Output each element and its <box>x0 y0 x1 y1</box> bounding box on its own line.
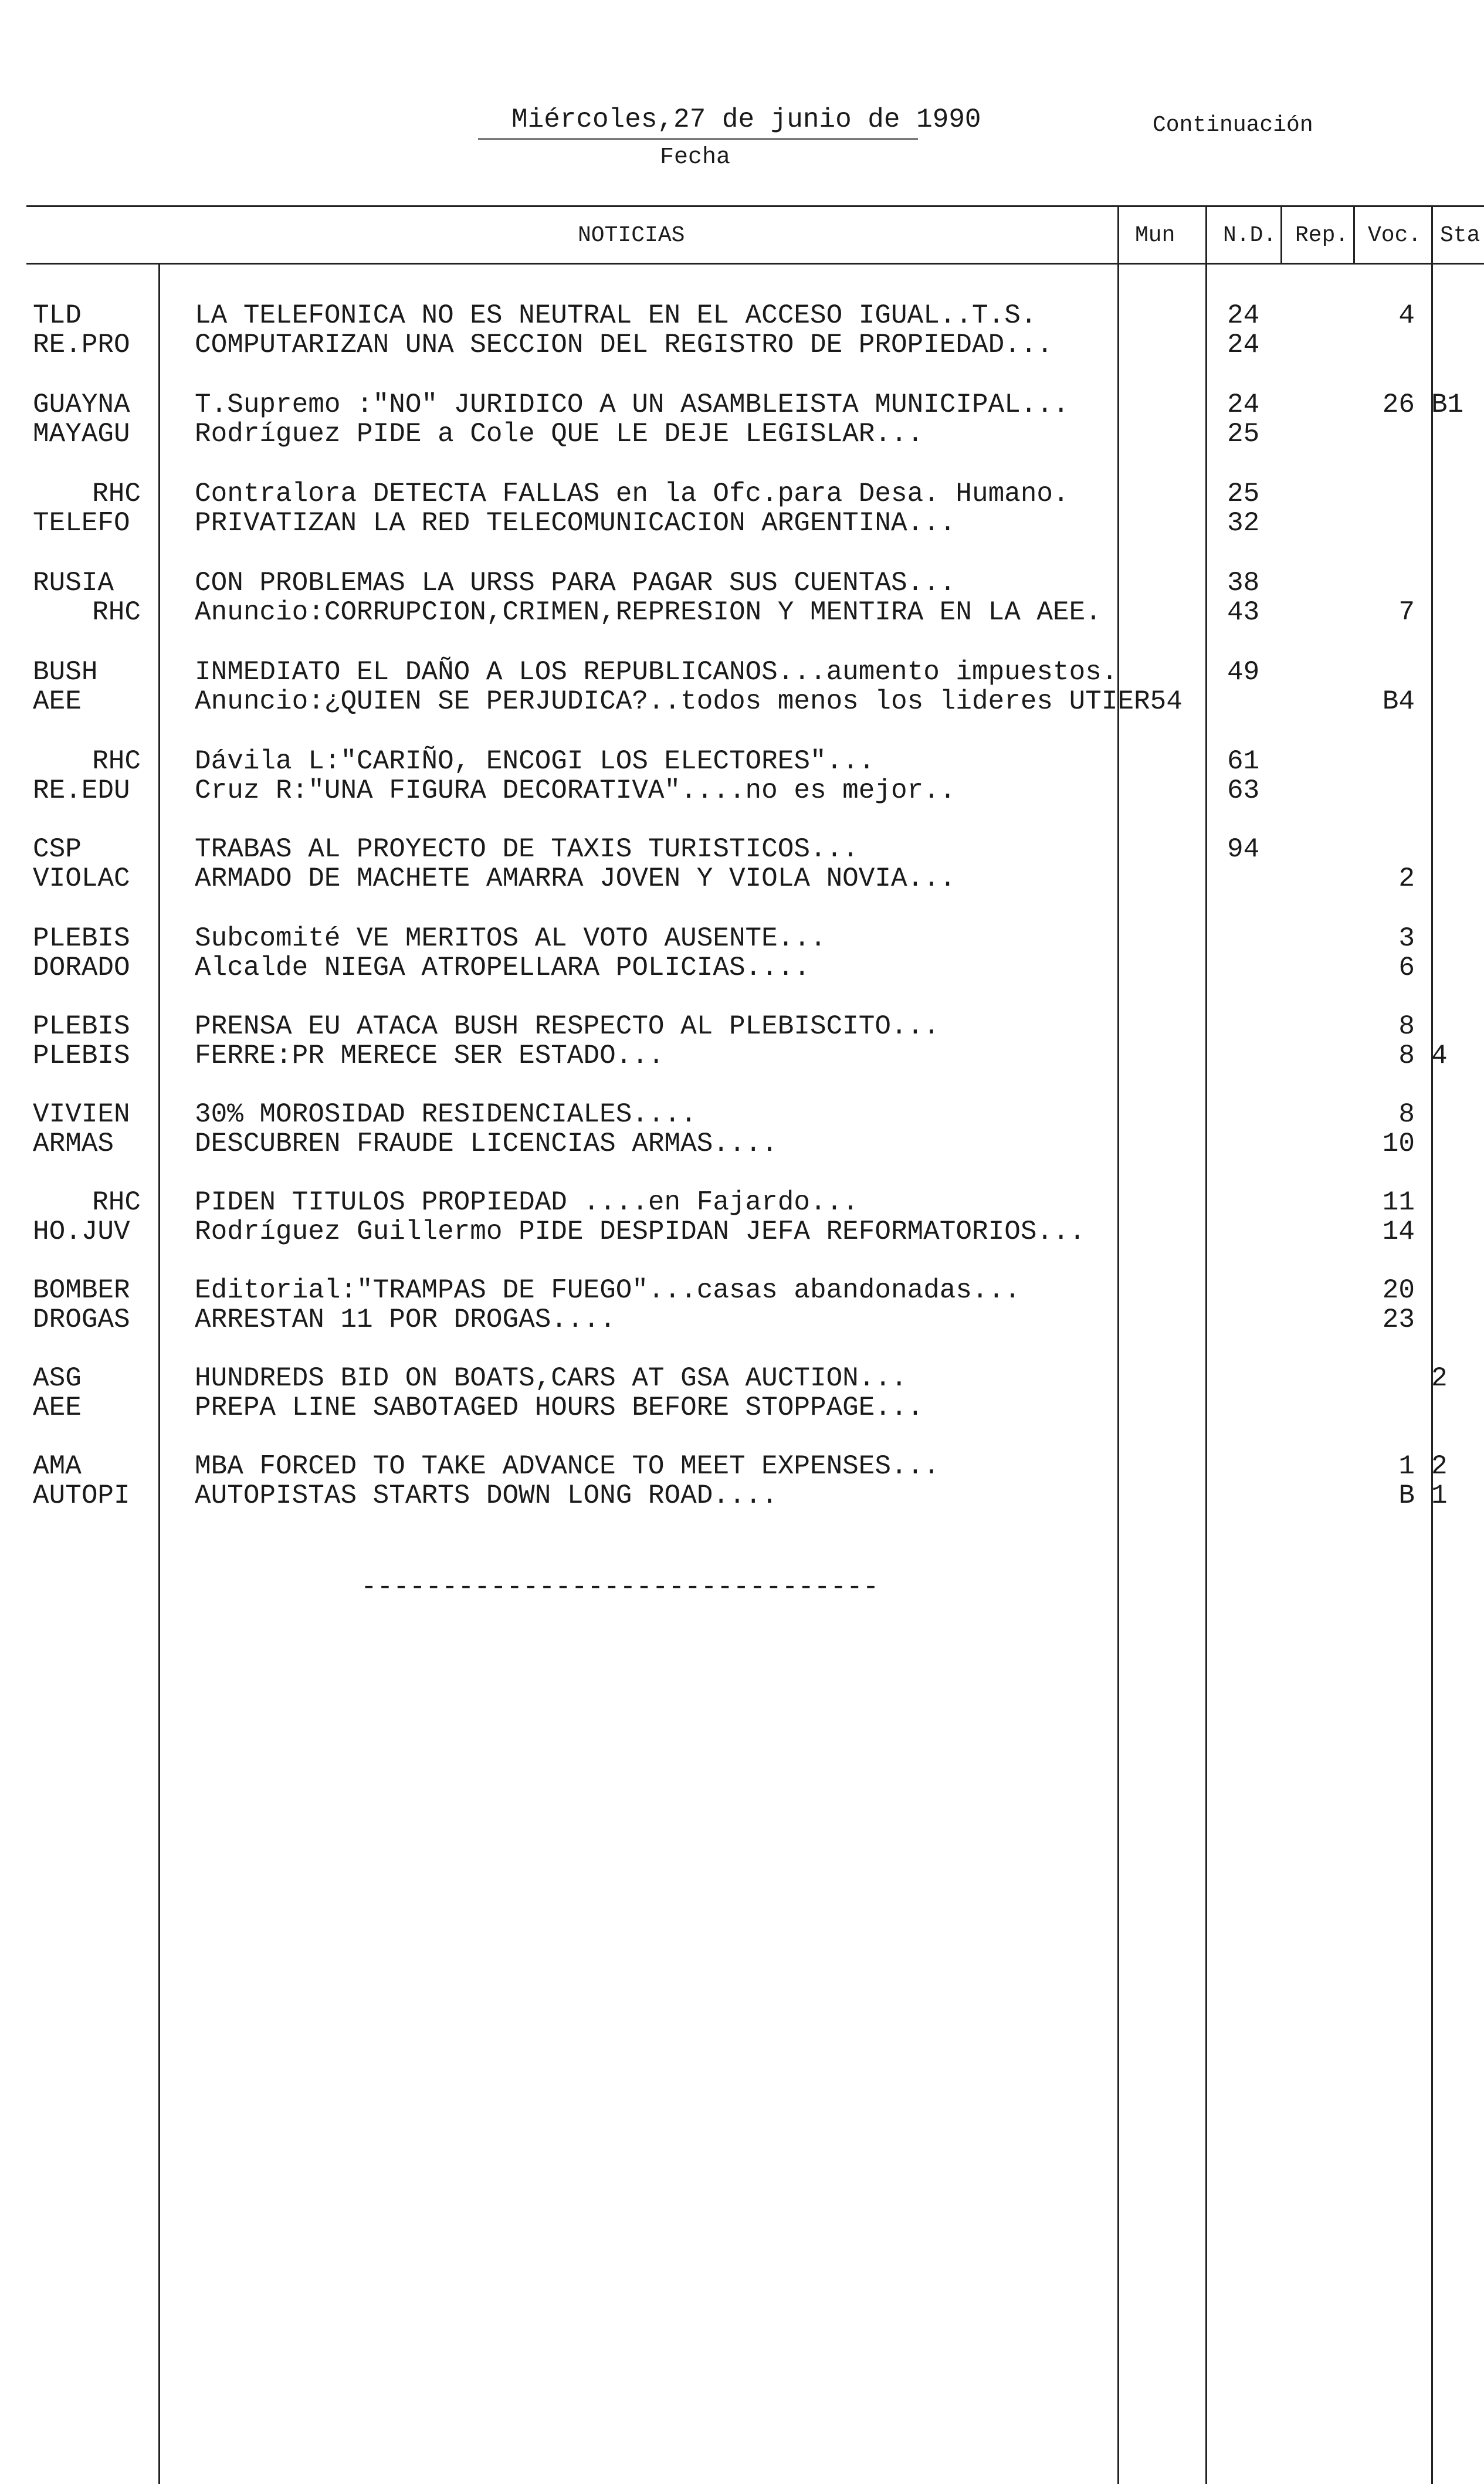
row-headline: PRIVATIZAN LA RED TELECOMUNICACION ARGENTINA... <box>195 508 956 538</box>
table-row <box>0 1188 1484 1217</box>
row-sta: 4 <box>1431 1041 1448 1071</box>
row-tag: AEE <box>33 1392 82 1423</box>
table-row <box>0 598 1484 627</box>
row-headline: T.Supremo :"NO" JURIDICO A UN ASAMBLEISTA MUNICIPAL... <box>195 389 1069 420</box>
column-header-nd: N.D. <box>1223 223 1277 248</box>
continuation-label: Continuación <box>1153 113 1313 138</box>
table-row <box>0 568 1484 598</box>
row-voc: B4 <box>1382 686 1415 717</box>
row-voc: 2 <box>1398 863 1415 894</box>
row-headline: HUNDREDS BID ON BOATS,CARS AT GSA AUCTION... <box>195 1363 907 1394</box>
row-headline: MBA FORCED TO TAKE ADVANCE TO MEET EXPENSES... <box>195 1451 940 1482</box>
row-headline: LA TELEFONICA NO ES NEUTRAL EN EL ACCESO IGUAL..T.S. <box>195 300 1037 331</box>
table-top-rule <box>26 205 1484 207</box>
table-row <box>0 658 1484 687</box>
table-row <box>0 1012 1484 1041</box>
row-voc: 4 <box>1398 300 1415 331</box>
table-row <box>0 924 1484 953</box>
row-tag: HO.JUV <box>33 1216 130 1247</box>
table-row <box>0 1100 1484 1129</box>
row-sta: 2 <box>1431 1451 1448 1482</box>
row-voc: 8 <box>1398 1041 1415 1071</box>
row-voc: 10 <box>1382 1129 1415 1159</box>
table-row <box>0 390 1484 419</box>
row-tag: TELEFO <box>33 508 130 538</box>
row-headline: PIDEN TITULOS PROPIEDAD ....en Fajardo... <box>195 1187 859 1218</box>
row-headline: Subcomité VE MERITOS AL VOTO AUSENTE... <box>195 923 826 954</box>
table-row <box>0 864 1484 893</box>
table-row <box>0 1276 1484 1305</box>
row-headline: COMPUTARIZAN UNA SECCION DEL REGISTRO DE PROPIEDAD... <box>195 330 1053 360</box>
row-headline: Anuncio:CORRUPCION,CRIMEN,REPRESION Y MENTIRA EN LA AEE. <box>195 597 1102 628</box>
row-headline: CON PROBLEMAS LA URSS PARA PAGAR SUS CUENTAS... <box>195 568 956 598</box>
row-voc: 8 <box>1398 1099 1415 1130</box>
table-row <box>0 1217 1484 1246</box>
table-row <box>0 509 1484 538</box>
row-headline: ARRESTAN 11 POR DROGAS.... <box>195 1304 616 1335</box>
table-row <box>0 1481 1484 1510</box>
row-nd: 32 <box>1227 508 1260 538</box>
row-headline: AUTOPISTAS STARTS DOWN LONG ROAD.... <box>195 1480 778 1511</box>
row-tag: ARMAS <box>33 1129 114 1159</box>
table-row <box>0 1305 1484 1334</box>
row-headline: PREPA LINE SABOTAGED HOURS BEFORE STOPPAGE... <box>195 1392 924 1423</box>
row-tag: VIVIEN <box>33 1099 130 1130</box>
row-tag: PLEBIS <box>33 923 130 954</box>
row-headline: DESCUBREN FRAUDE LICENCIAS ARMAS.... <box>195 1129 778 1159</box>
row-headline: Editorial:"TRAMPAS DE FUEGO"...casas abandonadas... <box>195 1275 1021 1306</box>
table-row <box>0 776 1484 805</box>
row-tag: DROGAS <box>33 1304 130 1335</box>
row-headline: Contralora DETECTA FALLAS en la Ofc.para Desa. Humano. <box>195 479 1069 509</box>
row-nd: 49 <box>1227 657 1260 687</box>
table-row <box>0 330 1484 360</box>
row-headline: TRABAS AL PROYECTO DE TAXIS TURISTICOS... <box>195 834 859 865</box>
row-headline: Dávila L:"CARIÑO, ENCOGI LOS ELECTORES"... <box>195 746 875 777</box>
row-voc: 11 <box>1382 1187 1415 1218</box>
row-voc: 23 <box>1382 1304 1415 1335</box>
row-headline: Alcalde NIEGA ATROPELLARA POLICIAS.... <box>195 953 810 983</box>
row-voc: B <box>1398 1480 1415 1511</box>
table-row <box>0 419 1484 449</box>
row-sta: 1 <box>1431 1480 1448 1511</box>
row-voc: 8 <box>1398 1011 1415 1042</box>
row-headline: Rodríguez Guillermo PIDE DESPIDAN JEFA REFORMATORIOS... <box>195 1216 1086 1247</box>
row-tag: RE.EDU <box>33 775 130 806</box>
row-sta: 2 <box>1431 1363 1448 1394</box>
row-tag: VIOLAC <box>33 863 130 894</box>
row-tag: PLEBIS <box>33 1041 130 1071</box>
row-nd: 25 <box>1227 479 1260 509</box>
table-row <box>0 301 1484 330</box>
row-tag: RE.PRO <box>33 330 130 360</box>
voc-column-divider-left <box>1353 205 1355 264</box>
row-tag: RHC <box>92 746 141 777</box>
row-voc: 7 <box>1398 597 1415 628</box>
row-tag: BUSH <box>33 657 98 687</box>
row-tag: CSP <box>33 834 82 865</box>
row-headline: PRENSA EU ATACA BUSH RESPECTO AL PLEBISCITO... <box>195 1011 940 1042</box>
row-headline: INMEDIATO EL DAÑO A LOS REPUBLICANOS...aumento impuestos. <box>195 657 1118 687</box>
row-voc: 26 <box>1382 389 1415 420</box>
row-tag: RUSIA <box>33 568 114 598</box>
row-tag: TLD <box>33 300 82 331</box>
document-date: Miércoles,27 de junio de 1990 <box>511 104 981 135</box>
table-row <box>0 479 1484 509</box>
row-tag: AMA <box>33 1451 82 1482</box>
row-voc: 1 <box>1398 1451 1415 1482</box>
row-sta: B1 <box>1431 389 1464 420</box>
row-voc: 3 <box>1398 923 1415 954</box>
row-nd: 94 <box>1227 834 1260 865</box>
column-header-rep: Rep. <box>1295 223 1349 248</box>
row-voc: 20 <box>1382 1275 1415 1306</box>
row-headline: Cruz R:"UNA FIGURA DECORATIVA"....no es mejor.. <box>195 775 956 806</box>
row-tag: GUAYNA <box>33 389 130 420</box>
table-row <box>0 953 1484 982</box>
row-tag: RHC <box>92 1187 141 1218</box>
row-tag: BOMBER <box>33 1275 130 1306</box>
table-row <box>0 1129 1484 1158</box>
row-tag: AUTOPI <box>33 1480 130 1511</box>
column-header-noticias: NOTICIAS <box>578 223 685 248</box>
row-nd: 43 <box>1227 597 1260 628</box>
row-tag: RHC <box>92 597 141 628</box>
column-header-sta: Sta <box>1440 223 1480 248</box>
row-headline: 30% MOROSIDAD RESIDENCIALES.... <box>195 1099 697 1130</box>
table-row <box>0 1393 1484 1422</box>
table-row <box>0 747 1484 776</box>
row-nd: 24 <box>1227 330 1260 360</box>
row-nd: 24 <box>1227 389 1260 420</box>
table-row <box>0 1452 1484 1481</box>
column-header-voc: Voc. <box>1368 223 1422 248</box>
column-header-mun: Mun <box>1135 223 1175 248</box>
mun-column-divider-left <box>1117 205 1119 2484</box>
row-headline: Anuncio:¿QUIEN SE PERJUDICA?..todos menos los lideres UTIER54 <box>195 686 1183 717</box>
row-tag: RHC <box>92 479 141 509</box>
table-row <box>0 687 1484 716</box>
table-row <box>0 835 1484 864</box>
row-tag: MAYAGU <box>33 419 130 449</box>
nd-column-divider-left <box>1205 205 1207 2484</box>
row-nd: 25 <box>1227 419 1260 449</box>
rep-column-divider-left <box>1280 205 1282 264</box>
row-headline: Rodríguez PIDE a Cole QUE LE DEJE LEGISLAR... <box>195 419 924 449</box>
row-nd: 24 <box>1227 300 1260 331</box>
row-tag: DORADO <box>33 953 130 983</box>
row-nd: 63 <box>1227 775 1260 806</box>
date-caption: Fecha <box>660 144 731 171</box>
row-tag: AEE <box>33 686 82 717</box>
row-headline: ARMADO DE MACHETE AMARRA JOVEN Y VIOLA NOVIA... <box>195 863 956 894</box>
row-tag: PLEBIS <box>33 1011 130 1042</box>
row-tag: ASG <box>33 1363 82 1394</box>
end-of-list-rule: -------------------------------- <box>361 1572 879 1602</box>
row-voc: 6 <box>1398 953 1415 983</box>
row-voc: 14 <box>1382 1216 1415 1247</box>
sta-column-divider-left <box>1431 205 1433 2484</box>
table-header-rule <box>26 263 1484 265</box>
row-nd: 61 <box>1227 746 1260 777</box>
row-headline: FERRE:PR MERECE SER ESTADO... <box>195 1041 665 1071</box>
table-row <box>0 1041 1484 1070</box>
date-underline <box>478 138 918 140</box>
table-row <box>0 1364 1484 1393</box>
row-nd: 38 <box>1227 568 1260 598</box>
